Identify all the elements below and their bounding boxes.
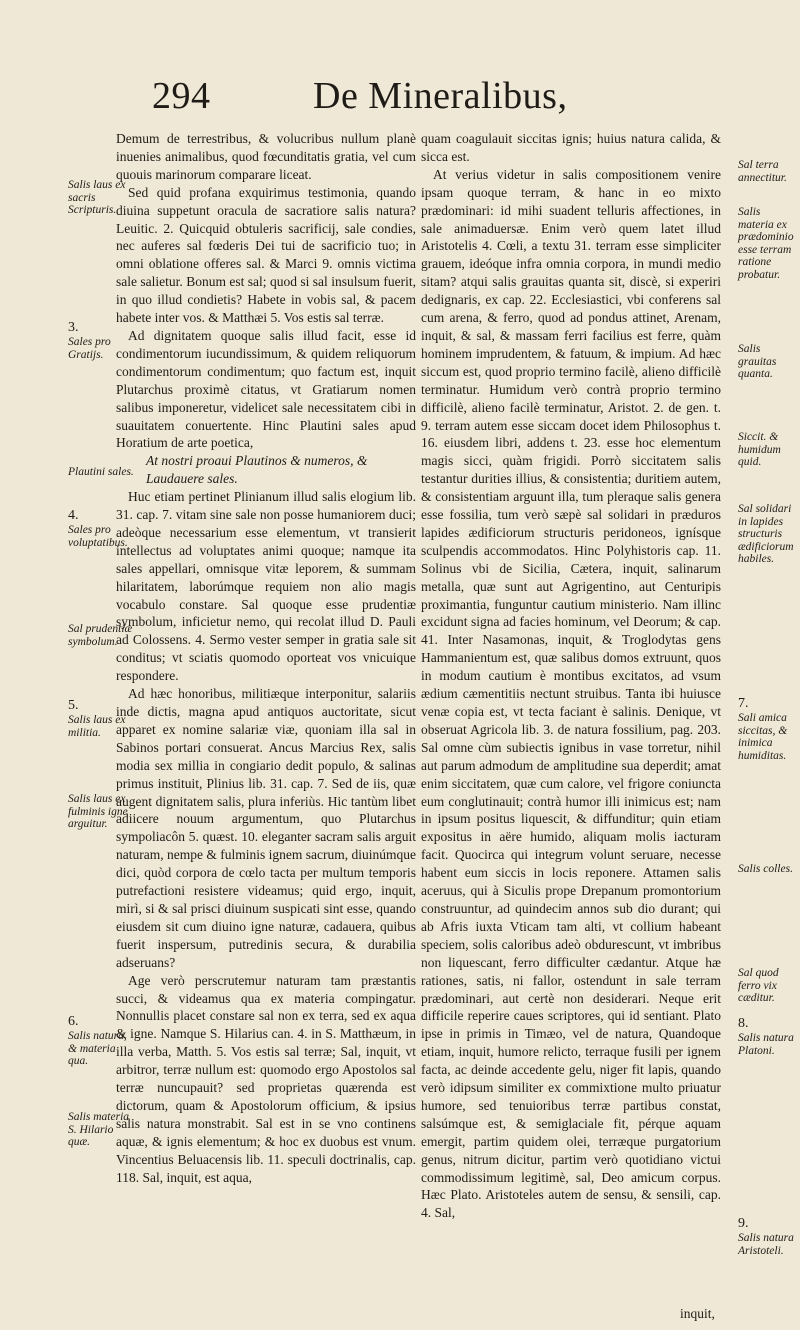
paragraph: Ad dignitatem quoque salis illud facit, esse id condimentorum iucundissimum, & quidem reliquorum condimentorum condimentum; quo factum est, inquit Plutarchus proximè citatus, vt Gratiarum nomen salibus imponeretur, videlicet sale necessitatem cibi in suauitatem conuertente. Hinc Plautini sales apud Horatium de arte poetica, (116, 327, 416, 451)
paragraph: Demum de terrestribus, & volucribus nullum planè inuenies animalibus, quod fœcunditatis gratia, vel cum quouis marinorum comparare liceat. (116, 131, 416, 182)
margin-gloss: Salis colles. (738, 863, 793, 875)
paragraph: Sed quid profana exquirimus testimonia, quando diuina suppetunt oracula de sacratiore salis natura? Leuitic. 2. Quicquid obtuleris sacrificij, sale condies, nec auferes sal fœderis Dei tui de sacrificio tuo; in omni oblatione offeres sal. & Marci 9. omnis victima sale salietur. Bonum est sal; quod si sal insulsum fuerit, in quo illud condietis? Habete in vobis sal, & pacem habete inter vos. & Matthæi 5. Vos estis sal terræ. (116, 184, 416, 326)
paragraph: quam coagulauit siccitas ignis; huius natura calida, & sicca est. (421, 131, 721, 164)
running-title: De Mineralibus, (313, 75, 568, 117)
margin-gloss: Plautini sales. (68, 466, 134, 478)
margin-gloss: Salis materia ex prædominio esse terram ratione probatur. (738, 206, 794, 281)
margin-gloss: Sal prudentiæ symbolum. (68, 623, 133, 648)
margin-gloss: Salis laus ex fulminis igne arguitur. (68, 793, 128, 830)
page-number: 294 (152, 75, 211, 117)
paragraph: Ad hæc honoribus, militiæque interponitur, salariis inde dictis, magna apud antiquos auctoritate, sicut apparet ex nomine salariæ viæ, quoniam illa sal in Sabinos portari consuerat. Ancus Marcius Rex, salis modia sex millia in congiario dedit populo, & salinas primus instituit, Plinius lib. 31. cap. 7. Sed de iis, quæ augent dignitatem salis, plura inferiùs. Hic tantùm libet adiicere nouum argumentum, quo Plutarchus sympoliacôn 5. quæst. 10. eleganter sacram salis arguit naturam, nempe & fulminis ignem sacrum, diuinúmque dici, quòd corpora de cœlo tacta per multum temporis putrefactioni resistere videamus; quid ergo, inquit, mirì, si & sal prisci diuinum suspicati sint esse, quando eiusdem sit cum diuino igne naturæ, cadauera, quibus fuerit inspersum, putredinis secura, & durabilia adseruans? (116, 686, 416, 970)
margin-gloss: 5. Salis laus ex militia. (68, 698, 126, 739)
margin-gloss: Siccit. & humidum quid. (738, 431, 781, 468)
paragraph: Age verò perscrutemur naturam tam præstantis succi, & videamus qua ex materia compingatur. Nonnullis placet constare sal non ex terra, sed ex aqua & igne. Namque S. Hilarius can. 4. in S. Matthæum, in illa verba, Matth. 5. Vos estis sal terræ; Sal, inquit, vt arbitror, terræ nullum est: quomodo ergo Apostolos sal terræ nuncupauit? sed proprietas quærenda est dictorum, quam & Apostolorum officium, & ipsius salis natura monstrabit. Sal est in se vno continens aquæ, & ignis elementum; & hoc ex duobus est vnum. Vincentius Beluacensis lib. 11. speculi doctrinalis, cap. 118. Sal, inquit, est aqua, (116, 972, 416, 1185)
margin-gloss: Salis laus ex sacris Scripturis. (68, 179, 126, 216)
margin-gloss: 4. Sales pro voluptatibus. (68, 508, 128, 549)
paragraph: At verius videtur in salis compositionem venire ipsam quoque terram, & hanc in eo mixto prædominari: id mihi suadent telluris affectiones, in sale animaduersæ. Enim verò quem latet illud Aristotelis 4. Cœli, a textu 31. terram esse simpliciter grauem, ideóque infra omnia corpora, in mundi medio sitam? atqui salis grauitas quanta sit, discè, si experiri dedignaris, ex cap. 22. Ecclesiastici, vbi conferens sal cum arena, & ferro, quod ad pondus attinet, Arenam, inquit, & sal, & massam ferri facilius est ferre, quàm hominem imprudentem, & fatuum, & impium. Ad hæc siccum est, quod proprio termino facilè, alieno difficilè terminatur. Humidum verò contrà proprio termino difficilè, alieno facilè terminatur, Aristot. 2. de gen. t. 9. terram autem esse siccam docet idem Philosophus t. 16. eiusdem libri, addens t. 23. esse hoc elementum magis sicci, quàm frigidi. Porrò siccitatem salis testantur durities illius, & consistentia; duritiem autem, & consistentiam arguunt illa, tum pleraque salis genera esse fossilia, tum verò sæpè sal solidari in præduros lapides ædificiorum structuris peridoneos, ignísque sculpendis accommodatos. Hinc Polyhistoris cap. 11. Solinus vbi de Sicilia, Cætera, inquit, salinarum metalla, quæ sunt aut Agrigentino, aut Centuripis proximantia, funguntur cautium ministerio. Nam illinc excidunt signa ad facies hominum, vel Deorum; & cap. 41. Inter Nasamonas, inquit, & Troglodytas gens Hammanientum est, quæ salibus domos extruunt, quos in modum cautium è montibus excitatos, ad vsum ædium cæmentitiis nectunt struibus. Tanta ibi huiusce venæ copia est, vt tecta faciant è salinis. Denique, vt obseruat Agricola lib. 3. de natura fossilium, pag. 203. Sal omne cùm subiectis ignibus in vase torretur, nihil aut parum admodum de amplitudine sua deperdit; amat enim siccitatem, quæ cum calore, vel frigore coniuncta eum conglutinauit; contrà humor illi inimicus est; nam in ipsum positus liquescit, & diffunditur; quin etiam expositus in aëre humido, aliquam molis iacturam facit. Quocirca qui integrum volunt seruare, necesse habent eum siccis in locis reponere. Attamen salis aceruus, qui à Siculis prope Drepanum promontorium construuntur, ad quindecim annos sub dio durant; qui ab Afris iuxta Vticam tam alti, vt collium habeant speciem, solis caloribus adeò obdurescunt, vt imbribus non liquescant, ferro difficulter cædantur. Atque hæ rationes, satis, ni fallor, ostendunt in sale terram prædominari, aut certè non desiderari. Neque erit difficile reperire caues scriptores, qui id sentiant. Plato ipse in primis in Timæo, vel de natura, Quandoque etiam, inquit, humore relicto, terraque fusili per ignem facta, ac deinde accedente gelu, niger fit lapis, quando verò idipsum similiter ex commixtione multo priuatur humore, sed tenuioribus terræ partibus constat, salsúmque est, & semiglaciale fit, pérque aquam emergit, partim quidem olei, terræque purgatorium genus, nitrum dicitur, partim verò quotidiano victui commodissimum legitimè, sal, Deo amicum corpus. Hæc Plato. Aristoteles autem de sensu, & sensili, cap. 4. Sal, (421, 166, 721, 1221)
right-text-column (421, 130, 721, 1222)
margin-gloss: Sal terra annectitur. (738, 159, 787, 184)
margin-gloss: Sal quod ferro vix cæditur. (738, 967, 779, 1004)
page-header (0, 72, 800, 128)
margin-gloss: Sal solidari in lapides structuris ædificiorum habiles. (738, 503, 794, 565)
margin-gloss: 3. Sales pro Gratijs. (68, 320, 111, 361)
margin-gloss: Salis materia S. Hilario quæ. (68, 1111, 130, 1148)
margin-gloss: Salis grauitas quanta. (738, 343, 777, 380)
verse-line: Laudauere sales. (146, 471, 238, 487)
catchword: inquit, (680, 1306, 715, 1321)
paragraph: Huc etiam pertinet Plinianum illud salis elogium lib. 31. cap. 7. vitam sine sale non posse humaniorem duci; adeòque necessarium esse elementum, vt transierit intellectus ad voluptates animi quoque; namque ita sales appellari, omnisque vitæ leporem, & summam hilaritatem, laborúmque requiem non alio magis vocabulo constare. Sal quoque esse prudentiæ symbolum, inficietur nemo, qui recolat illud D. Pauli ad Colossens. 4. Sermo vester semper in gratia sale sit conditus; vt sciatis quomodo oporteat vos vnicuique respondere. (116, 489, 416, 684)
margin-gloss: 6. Salis natura, & materia qua. (68, 1014, 127, 1067)
left-text-column (116, 130, 416, 1186)
margin-gloss: 9. Salis natura Aristoteli. (738, 1216, 794, 1257)
verse-line: At nostri proaui Plautinos & numeros, & (146, 453, 368, 469)
margin-gloss: 7. Sali amica siccitas, & inimica humiditas. (738, 696, 788, 762)
margin-gloss: 8. Salis natura Platoni. (738, 1016, 794, 1057)
